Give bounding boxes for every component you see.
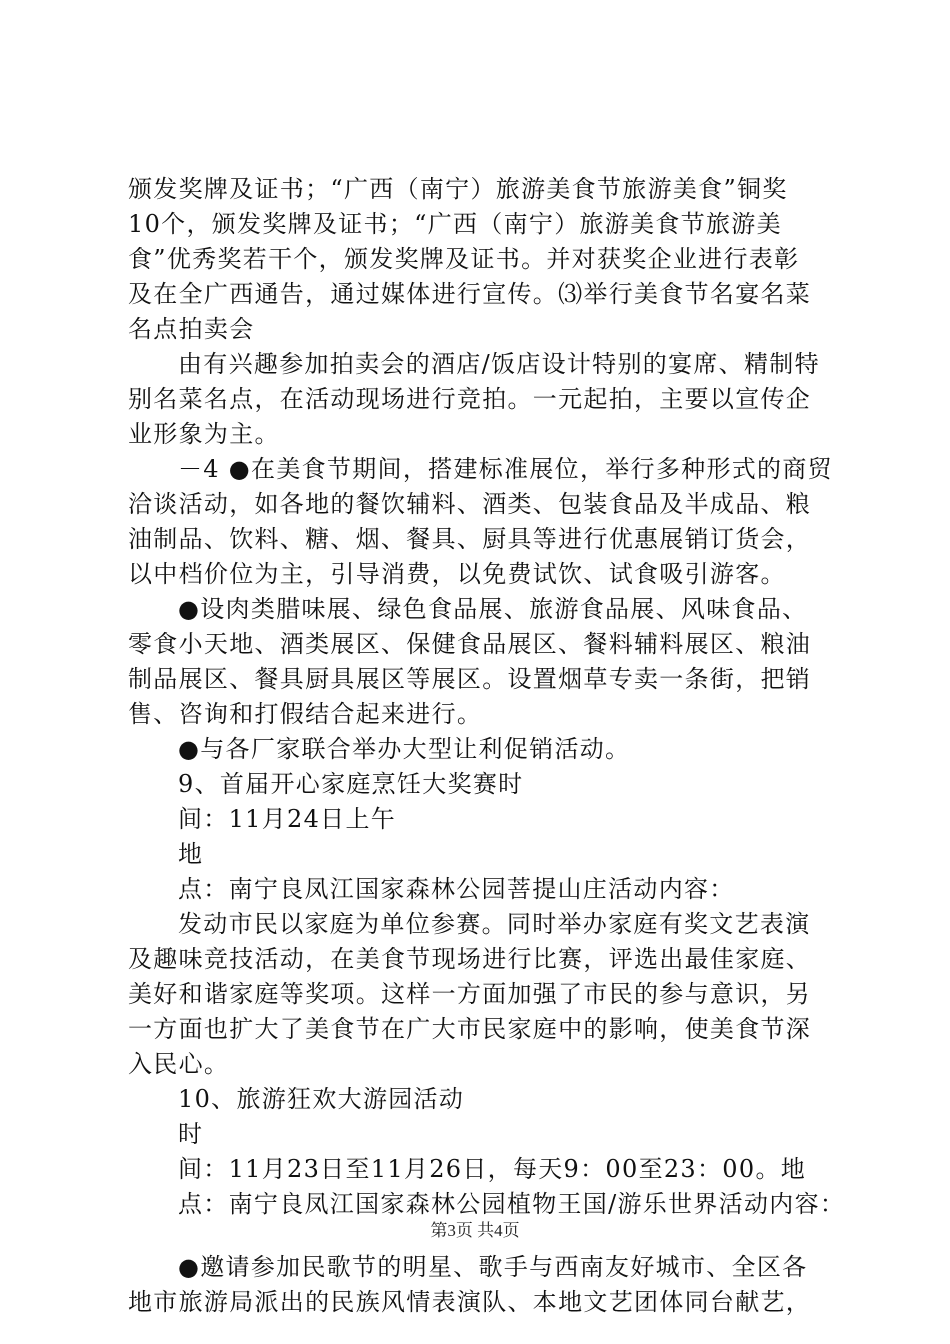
text-line: 洽谈活动，如各地的餐饮辅料、酒类、包装食品及半成品、粮 [128, 490, 812, 518]
text-line: 点：南宁良凤江国家森林公园植物王国/游乐世界活动内容： [178, 1190, 846, 1218]
text-line: 由有兴趣参加拍卖会的酒店/饭店设计特别的宴席、精制特 [178, 350, 820, 378]
section-heading: 10、旅游狂欢大游园活动 [178, 1085, 465, 1113]
text-line: 零食小天地、酒类展区、保健食品展区、餐料辅料展区、粮油 [128, 630, 812, 658]
text-line: 间：11月24日上午 [178, 805, 397, 833]
text-line: 发动市民以家庭为单位参赛。同时举办家庭有奖文艺表演 [178, 910, 811, 938]
text-line: 及在全广西通告，通过媒体进行宣传。⑶举行美食节名宴名菜 [128, 280, 812, 308]
text-line: 名点拍卖会 [128, 315, 255, 343]
text-line: 食”优秀奖若干个，颁发奖牌及证书。并对获奖企业进行表彰 [128, 245, 800, 273]
text-line: 油制品、饮料、糖、烟、餐具、厨具等进行优惠展销订货会， [128, 525, 812, 553]
text-line: 时 [178, 1120, 204, 1148]
text-line: 一方面也扩大了美食节在广大市民家庭中的影响，使美食节深 [128, 1015, 812, 1043]
document-body [128, 172, 846, 1320]
text-line: 间：11月23日至11月26日，每天9：00至23：00。地 [178, 1155, 807, 1183]
text-line: ●与各厂家联合举办大型让利促销活动。 [178, 735, 631, 763]
text-line: ●设肉类腊味展、绿色食品展、旅游食品展、风味食品、 [178, 595, 808, 623]
text-line: 业形象为主。 [128, 420, 280, 448]
text-line: 入民心。 [128, 1050, 230, 1078]
text-line: 地市旅游局派出的民族风情表演队、本地文艺团体同台献艺， [128, 1288, 812, 1316]
text-line: 10个，颁发奖牌及证书；“广西（南宁）旅游美食节旅游美 [128, 210, 782, 238]
text-line: 制品展区、餐具厨具展区等展区。设置烟草专卖一条街，把销 [128, 665, 812, 693]
text-line: 颁发奖牌及证书；“广西（南宁）旅游美食节旅游美食”铜奖 [128, 175, 788, 203]
text-line: 及趣味竞技活动，在美食节现场进行比赛，评选出最佳家庭、 [128, 945, 812, 973]
text-line: ●邀请参加民歌节的明星、歌手与西南友好城市、全区各 [178, 1253, 808, 1281]
text-line: －4 ●在美食节期间，搭建标准展位，举行多种形式的商贸 [178, 455, 833, 483]
text-line: 以中档价位为主，引导消费，以免费试饮、试食吸引游客。 [128, 560, 786, 588]
text-line: 美好和谐家庭等奖项。这样一方面加强了市民的参与意识，另 [128, 980, 812, 1008]
section-heading: 9、首届开心家庭烹饪大奖赛时 [178, 770, 524, 798]
text-line: 点：南宁良凤江国家森林公园菩提山庄活动内容： [178, 875, 735, 903]
page-footer: 第3页 共4页 [430, 1221, 520, 1240]
text-line: 地 [178, 840, 204, 868]
text-line: 售、咨询和打假结合起来进行。 [128, 700, 483, 728]
text-line: 别名菜名点，在活动现场进行竞拍。一元起拍，主要以宣传企 [128, 385, 812, 413]
